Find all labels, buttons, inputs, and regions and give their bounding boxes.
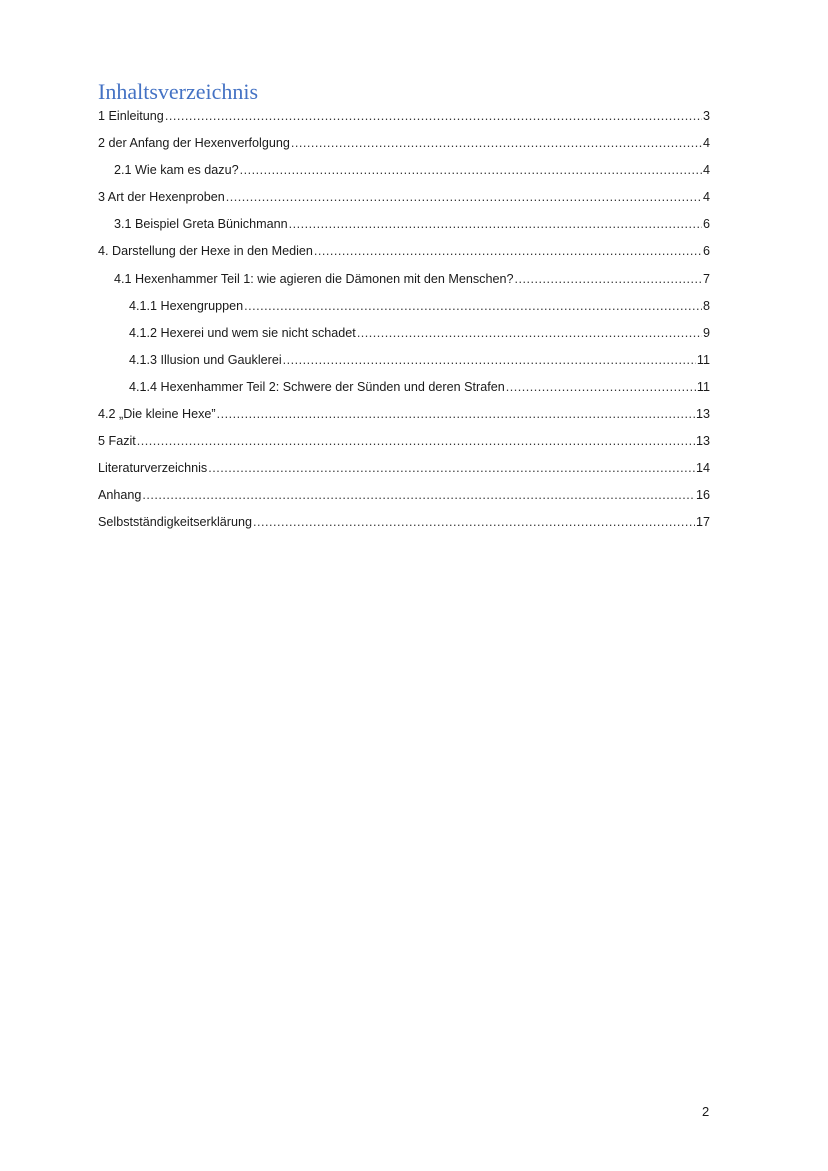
toc-entry[interactable] <box>98 323 710 350</box>
toc-entry[interactable] <box>98 404 710 431</box>
toc-entry-page: 3 <box>702 109 710 123</box>
toc-entry[interactable] <box>98 350 710 377</box>
toc-entry-text: 5 Fazit <box>98 434 136 449</box>
toc-entry-text: 4.1 Hexenhammer Teil 1: wie agieren die Dämonen mit den Menschen? <box>114 271 514 286</box>
toc-entry-text: 1 Einleitung <box>98 109 164 123</box>
toc-entry[interactable] <box>98 485 710 512</box>
dot-leader <box>226 187 702 207</box>
toc-entry-text: 3.1 Beispiel Greta Bünichmann <box>114 217 288 232</box>
dot-leader <box>506 377 696 397</box>
toc-entry-text: 4.1.1 Hexengruppen <box>129 298 244 313</box>
dot-leader <box>142 485 695 505</box>
toc-entry[interactable] <box>98 106 710 133</box>
dot-leader <box>137 431 695 451</box>
dot-leader <box>240 160 702 180</box>
toc-entry-text: 4.2 „Die kleine Hexe” <box>98 407 216 422</box>
toc-entry-page: 11 <box>696 352 710 367</box>
toc-entry-page: 13 <box>695 407 710 422</box>
toc-entry-page: 8 <box>702 298 710 313</box>
dot-leader <box>253 512 695 532</box>
toc-entry-page: 7 <box>702 271 710 286</box>
toc-entry-text: 2.1 Wie kam es dazu? <box>114 163 239 178</box>
table-of-contents <box>98 106 710 540</box>
toc-entry-page: 6 <box>702 217 710 232</box>
toc-entry-page: 11 <box>696 379 710 394</box>
dot-leader <box>244 296 702 316</box>
toc-entry-text: 4.1.2 Hexerei und wem sie nicht schadet <box>129 325 356 340</box>
toc-entry-text: 4.1.4 Hexenhammer Teil 2: Schwere der Sünden und deren Strafen <box>129 379 505 394</box>
dot-leader <box>515 269 702 289</box>
toc-entry[interactable] <box>98 241 710 268</box>
dot-leader <box>165 106 702 126</box>
toc-entry[interactable] <box>98 431 710 458</box>
toc-entry-text: 3 Art der Hexenproben <box>98 190 225 205</box>
toc-entry-page: 4 <box>702 136 710 151</box>
toc-entry-text: Anhang <box>98 488 142 503</box>
toc-entry[interactable] <box>98 512 710 539</box>
toc-entry[interactable] <box>98 133 710 160</box>
page-number: 2 <box>702 1104 710 1119</box>
toc-entry[interactable] <box>98 214 710 241</box>
toc-entry-text: Literaturverzeichnis <box>98 461 208 476</box>
toc-entry[interactable] <box>98 160 710 187</box>
dot-leader <box>314 241 702 261</box>
toc-title: Inhaltsverzeichnis <box>98 79 259 104</box>
toc-entry-page: 13 <box>695 434 710 449</box>
toc-entry[interactable] <box>98 187 710 214</box>
toc-entry-page: 17 <box>695 515 710 530</box>
toc-entry-page: 14 <box>695 461 710 476</box>
toc-entry[interactable] <box>98 377 710 404</box>
toc-entry[interactable] <box>98 269 710 296</box>
toc-entry-page: 4 <box>702 190 710 205</box>
dot-leader <box>283 350 696 370</box>
dot-leader <box>217 404 695 424</box>
toc-entry[interactable] <box>98 296 710 323</box>
dot-leader <box>291 133 702 153</box>
toc-entry-text: Selbstständigkeitserklärung <box>98 515 253 530</box>
dot-leader <box>289 214 702 234</box>
toc-entry-text: 4. Darstellung der Hexe in den Medien <box>98 244 313 259</box>
toc-entry-text: 4.1.3 Illusion und Gauklerei <box>129 352 282 367</box>
toc-entry-text: 2 der Anfang der Hexenverfolgung <box>98 136 290 151</box>
dot-leader <box>208 458 695 478</box>
dot-leader <box>357 323 702 343</box>
toc-entry-page: 16 <box>695 488 710 503</box>
toc-entry-page: 4 <box>702 163 710 178</box>
toc-entry-page: 9 <box>702 325 710 340</box>
toc-entry[interactable] <box>98 458 710 485</box>
toc-entry-page: 6 <box>702 244 710 259</box>
